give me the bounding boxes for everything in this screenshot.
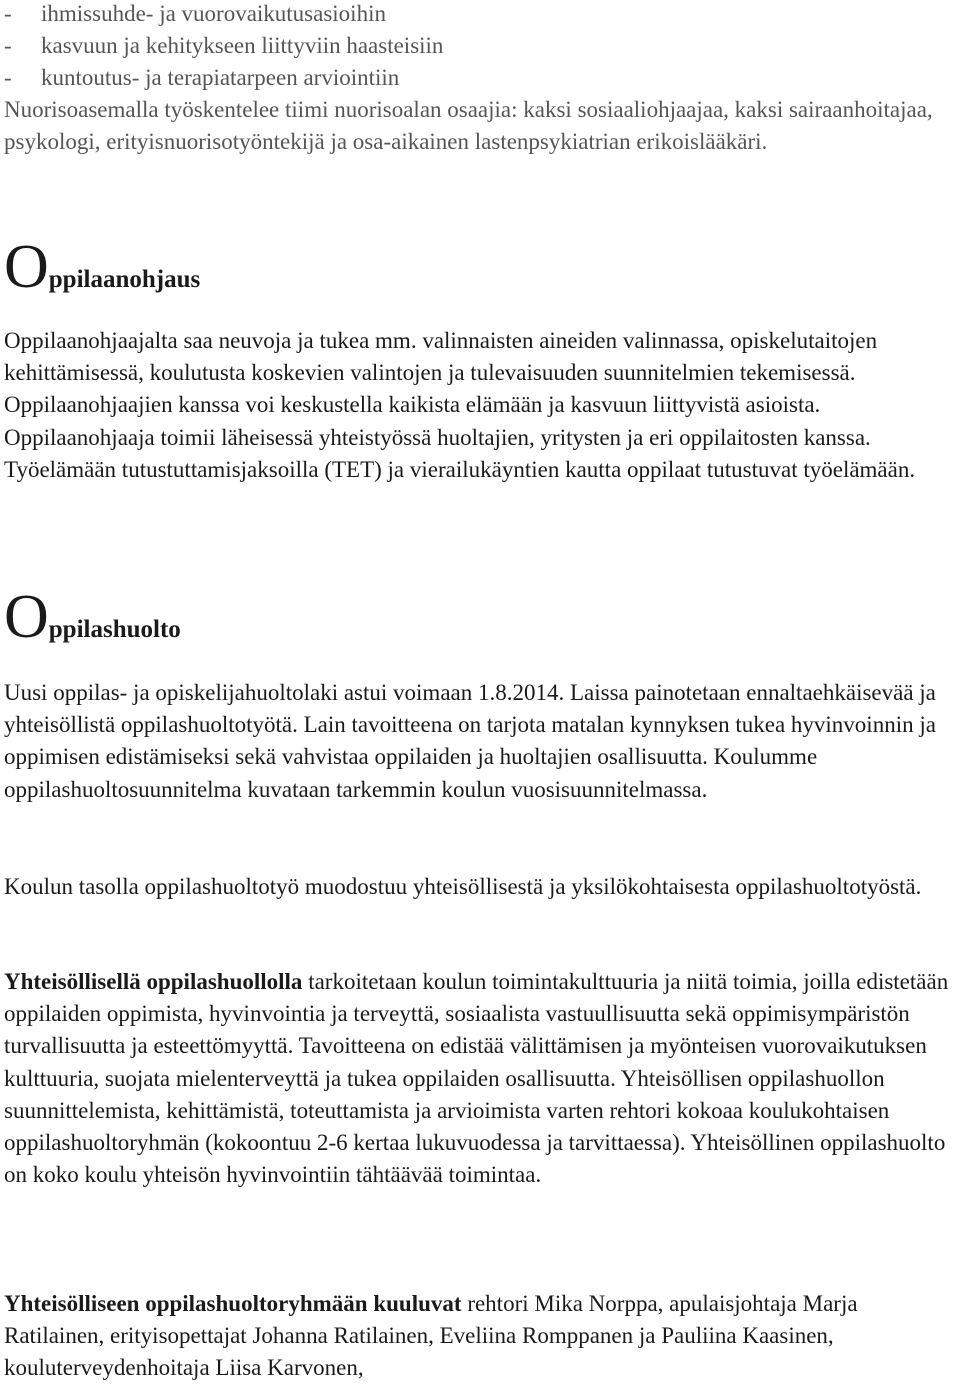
section-heading-oppilashuolto: Oppilashuolto	[4, 583, 181, 651]
oppilashuolto-paragraph-2: Koulun tasolla oppilashuoltotyö muodostuu yhteisöllisestä ja yksilökohtaisesta oppilashuoltotyöstä.	[4, 874, 922, 899]
oppilashuolto-paragraph-1: Uusi oppilas- ja opiskelijahuoltolaki astui voimaan 1.8.2014. Laissa painotetaan ennaltaehkäisevää ja yhteisöllistä oppilashuoltotyötä. Lain tavoitteena on tarjota matalan kynnyksen tukea hyvinvoinnin ja oppimisen edistämiseksi sekä vahvistaa oppilaiden ja huoltajien osallisuutta. Koulumme oppilashuoltosuunnitelma kuvataan tarkemmin koulun vuosisuunnitelmassa.	[4, 680, 936, 802]
list-item: - kuntoutus- ja terapiatarpeen arviointiin	[4, 65, 400, 91]
bold-term: Yhteisölliseen oppilashuoltoryhmään kuuluvat	[4, 1291, 462, 1316]
bold-term: Yhteisöllisellä oppilashuollolla	[4, 969, 303, 994]
list-item: - kasvuun ja kehitykseen liittyviin haasteisiin	[4, 33, 444, 59]
oppilashuolto-paragraph-3: Yhteisöllisellä oppilashuollolla tarkoitetaan koulun toimintakulttuuria ja niitä toimia, joilla edistetään oppilaiden oppimista, hyvinvointia ja terveyttä, sosiaalista vastuullisuutta sekä oppimisympäristön turvallisuutta ja esteettömyyttä. Tavoitteena on edistää välittämisen ja myönteisen vuorovaikutuksen kulttuuria, suojata mielenterveyttä ja tukea oppilaiden osallisuutta. Yhteisöllisen oppilashuollon suunnittelemista, kehittämistä, toteuttamista ja arvioimista varten rehtori kokoaa koulukohtaisen oppilashuoltoryhmän (kokoontuu 2-6 kertaa lukuvuodessa ja tarvittaessa). Yhteisöllinen oppilashuolto on koko koulu yhteisön hyvinvointiin tähtäävää toimintaa.	[4, 969, 949, 1188]
section-heading-oppilaanohjaus: Oppilaanohjaus	[4, 233, 201, 301]
bullet-list	[4, 0, 954, 95]
intro-paragraph: Nuorisoasemalla työskentelee tiimi nuorisoalan osaajia: kaksi sosiaaliohjaajaa, kaksi sairaanhoitajaa, psykologi, erityisnuorisotyöntekijä ja osa-aikainen lastenpsykiatrian erikoislääkäri.	[4, 97, 933, 155]
list-item: - ihmissuhde- ja vuorovaikutusasioihin	[4, 1, 386, 26]
oppilaanohjaus-paragraph: Oppilaanohjaajalta saa neuvoja ja tukea mm. valinnaisten aineiden valinnassa, opiskelutaitojen kehittämisessä, koulutusta koskevien valintojen ja tulevaisuuden suunnitelmien tekemisessä. Oppilaanohjaajien kanssa voi keskustella kaikista elämään ja kasvuun liittyvistä asioista. Oppilaanohjaaja toimii läheisessä yhteistyössä huoltajien, yritysten ja eri oppilaitosten kanssa. Työelämään tutustuttamisjaksoilla (TET) ja vierailukäyntien kautta oppilaat tutustuvat työelämään.	[4, 328, 916, 482]
oppilashuolto-paragraph-4: Yhteisölliseen oppilashuoltoryhmään kuuluvat rehtori Mika Norppa, apulaisjohtaja Marja Ratilainen, erityisopettajat Johanna Ratilainen, Eveliina Romppanen ja Pauliina Kaasinen, kouluterveydenhoitaja Liisa Karvonen,	[4, 1291, 858, 1381]
